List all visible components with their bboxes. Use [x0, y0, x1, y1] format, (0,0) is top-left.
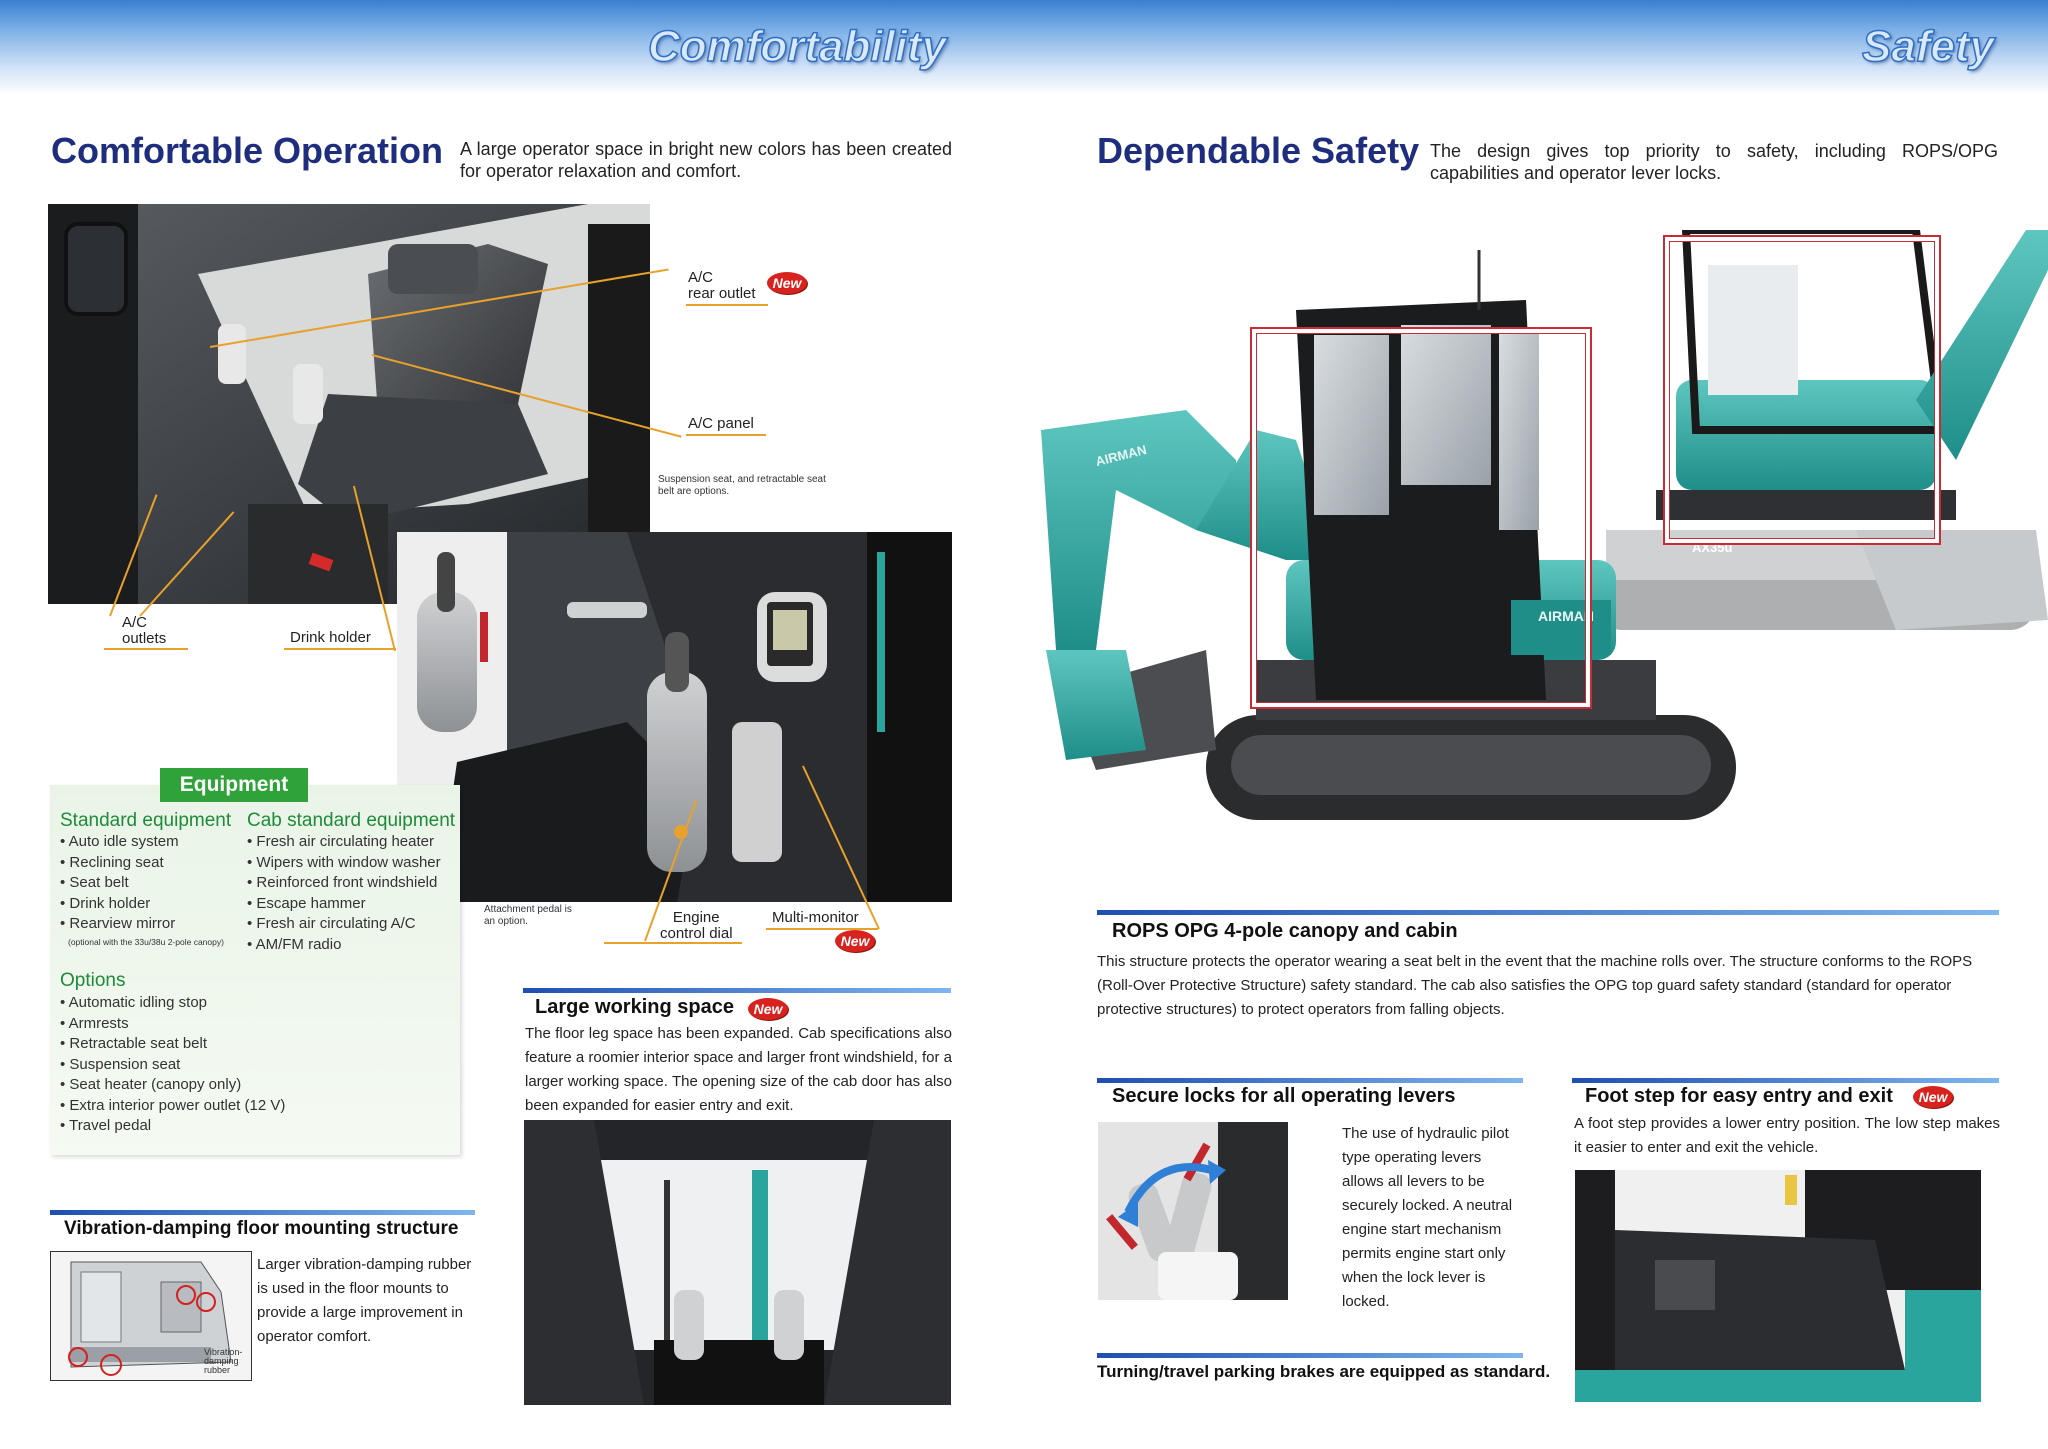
list-item: • AM/FM radio [247, 935, 342, 953]
cab-standard-list [247, 832, 441, 955]
footstep-text: A foot step provides a lower entry position. The low step makes it easier to enter and exit the vehicle. [1574, 1115, 2000, 1156]
standard-equipment-head: Standard equipment [60, 810, 232, 831]
rops-title: ROPS OPG 4-pole canopy and cabin [1112, 920, 1458, 942]
list-item: • Travel pedal [60, 1117, 152, 1134]
callout-engine-dial: Engine control dial [660, 909, 733, 942]
equipment-title: Equipment [160, 768, 308, 802]
brakes-bar [1097, 1353, 1523, 1358]
large-space-bar [523, 988, 951, 993]
brand-label-arm: AIRMAN [1093, 441, 1149, 470]
list-item: • Armrests [60, 1014, 129, 1032]
underline-drink-holder [284, 648, 396, 650]
list-item: • Suspension seat [60, 1055, 181, 1073]
underline-ac-rear [686, 304, 768, 306]
rops-bar [1097, 910, 1999, 915]
cab-controls-photo [397, 532, 952, 902]
header-band [0, 0, 2048, 95]
damping-marker-1 [68, 1347, 88, 1367]
pedal-note: Attachment pedal is an option. [484, 904, 572, 927]
dependable-safety-title: Dependable Safety [1097, 130, 1420, 171]
lever-lock-photo [1098, 1122, 1288, 1300]
rearview-mirror-note: (optional with the 33u/38u 2-pole canopy) [68, 937, 224, 947]
options-list [60, 993, 285, 1137]
comfortable-operation-lead: A large operator space in bright new colors has been created for operator relaxation and comfort. [460, 139, 952, 181]
vibration-title: Vibration-damping floor mounting structure [64, 1218, 459, 1239]
list-item: • Seat belt [60, 874, 129, 891]
footstep-title: Foot step for easy entry and exit [1585, 1085, 1893, 1107]
underline-ac-panel [686, 434, 766, 436]
list-item: • Fresh air circulating A/C [247, 915, 416, 932]
suspension-note: Suspension seat, and retractable seat belt are options. [658, 474, 826, 497]
list-item: • Retractable seat belt [60, 1035, 207, 1052]
comfortable-operation-title: Comfortable Operation [51, 130, 444, 171]
dependable-safety-lead: The design gives top priority to safety, including ROPS/OPG capabilities and operator lever locks. [1430, 141, 1998, 183]
large-space-title: Large working space [535, 996, 734, 1018]
damping-marker-4 [196, 1292, 216, 1312]
list-item: • Wipers with window washer [247, 853, 441, 871]
vibration-label: Vibration- damping rubber [204, 1347, 243, 1375]
list-item: • Escape hammer [247, 894, 366, 912]
vibration-text: Larger vibration-damping rubber is used in the floor mounts to provide a large improvement in operator comfort. [257, 1256, 472, 1345]
list-item: • Extra interior power outlet (12 V) [60, 1096, 286, 1114]
cabin-highlight-frame [1250, 327, 1592, 709]
cab-standard-head: Cab standard equipment [247, 810, 456, 831]
callout-multi-monitor: Multi-monitor [772, 909, 859, 926]
underline-ac-outlets [104, 648, 188, 650]
canopy-highlight-frame [1663, 235, 1941, 545]
new-badge-large-space: New [748, 998, 788, 1020]
list-item: • Reclining seat [60, 853, 164, 871]
brand-label-cab: AIRMAN [1538, 608, 1594, 624]
large-space-text: The floor leg space has been expanded. Cab specifications also feature a roomier interior space and larger front windshield, for a larger working space. The opening size of the cab door has also been expanded for easier entry and exit. [525, 1025, 952, 1114]
model-label: AX35u [1692, 540, 1733, 555]
cab-window-photo [524, 1120, 951, 1405]
footstep-photo [1575, 1170, 1981, 1402]
footstep-bar [1572, 1078, 1999, 1083]
damping-marker-2 [100, 1354, 122, 1376]
rops-text: This structure protects the operator wearing a seat belt in the event that the machine rolls over. The structure conforms to the ROPS (Roll-Over Protective Structure) safety standard. The cab also satisfies the OPG top guard safety standard (standard for operator protective structures) to protect operators from falling objects. [1097, 953, 1973, 1018]
section-title-comfortability: Comfortability [648, 22, 947, 71]
damping-marker-3 [176, 1285, 196, 1305]
locks-title: Secure locks for all operating levers [1112, 1085, 1456, 1107]
list-item: • Automatic idling stop [60, 994, 207, 1011]
brakes-text: Turning/travel parking brakes are equipped as standard. [1097, 1362, 1551, 1381]
list-item: • Reinforced front windshield [247, 874, 438, 891]
underline-engine-dial [604, 942, 742, 944]
new-badge-footstep: New [1913, 1086, 1953, 1108]
locks-text: The use of hydraulic pilot type operating levers allows all levers to be securely locked. A neutral engine start mechanism permits engine start only when the lock lever is locked. [1342, 1125, 1513, 1310]
callout-ac-panel: A/C panel [688, 415, 754, 432]
list-item: • Rearview mirror [60, 915, 176, 932]
list-item: • Drink holder [60, 894, 151, 912]
new-badge-multimonitor: New [835, 930, 875, 952]
callout-ac-outlets: A/C outlets [122, 614, 167, 647]
new-badge-ac-rear: New [767, 272, 807, 294]
list-item: • Fresh air circulating heater [247, 833, 434, 850]
section-title-safety: Safety [1862, 22, 1995, 71]
callout-ac-rear-outlet: A/C rear outlet [688, 269, 756, 302]
vibration-bar [50, 1210, 475, 1215]
list-item: • Seat heater (canopy only) [60, 1076, 242, 1093]
list-item: • Auto idle system [60, 833, 179, 850]
standard-equipment-list [60, 832, 179, 935]
options-head: Options [60, 970, 126, 991]
callout-drink-holder: Drink holder [290, 629, 371, 646]
locks-bar [1097, 1078, 1523, 1083]
